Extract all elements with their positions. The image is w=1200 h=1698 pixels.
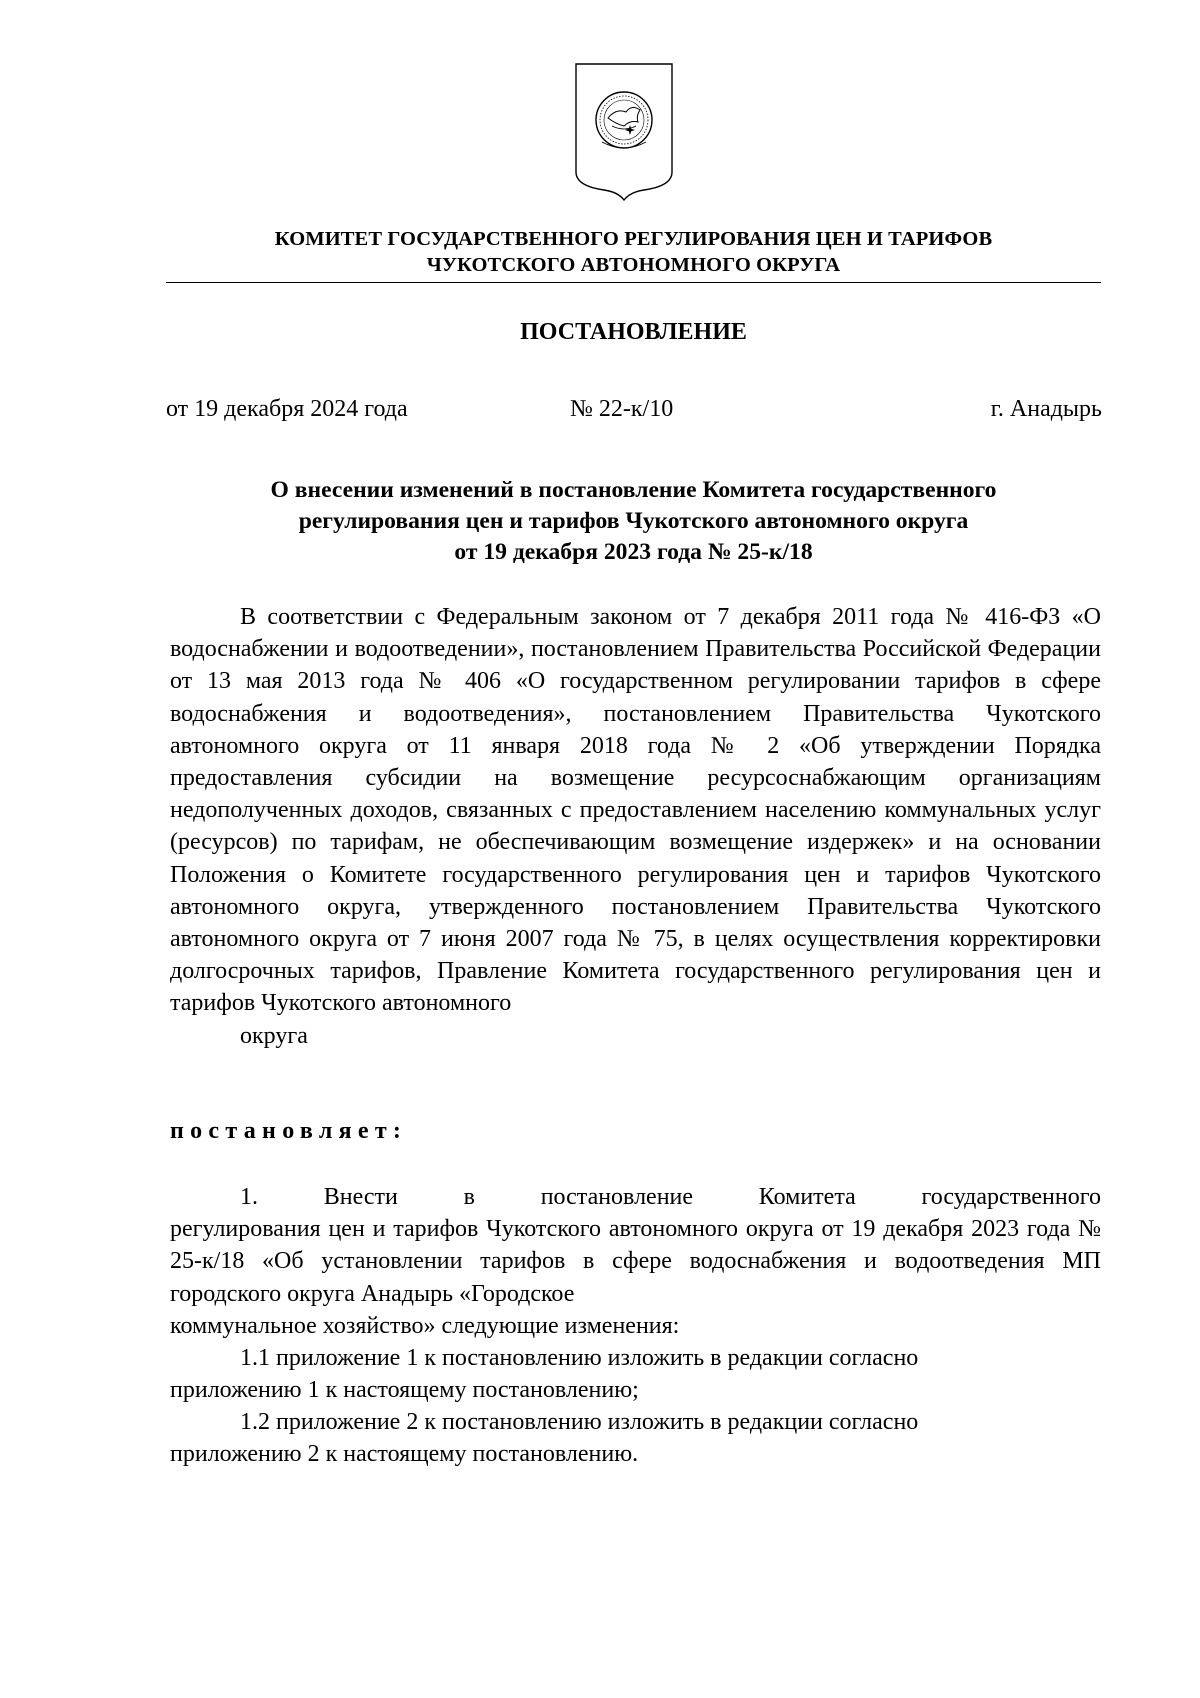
subject-line3: от 19 декабря 2023 года № 25-к/18 (454, 539, 813, 565)
document-type-title: ПОСТАНОВЛЕНИЕ (520, 319, 747, 345)
organization-name-line2: ЧУКОТСКОГО АВТОНОМНОГО ОКРУГА (426, 254, 841, 276)
item-1-word: постановление (540, 1184, 694, 1210)
item-1-paragraph (170, 1181, 1101, 1342)
item-1-2-text: 1.2 приложение 2 к постановлению изложить в редакции согласно (240, 1409, 919, 1435)
subject-line2: регулирования цен и тарифов Чукотского автономного округа (298, 508, 969, 534)
item-1-2-paragraph (170, 1406, 1101, 1470)
preamble-paragraph (170, 601, 1101, 1052)
document-date: от 19 декабря 2024 года (166, 396, 408, 422)
header-divider (166, 282, 1101, 283)
item-1-word: 1. (240, 1184, 258, 1210)
document-number: № 22-к/10 (570, 396, 674, 422)
item-1-last-line: коммунальное хозяйство» следующие изменения: (170, 1312, 680, 1339)
item-1-1-text: 1.1 приложение 1 к постановлению изложить в редакции согласно (240, 1345, 919, 1371)
resolve-word: постановляет: (170, 1118, 408, 1144)
preamble-text: В соответствии с Федеральным законом от 7 декабря 2011 года № 416-ФЗ «О водоснабжении и водоотведении», постановлением Правительства Российской Федерации от 13 мая 2013 года № 406 «О государственном регулировании тарифов в сфере водоснабжения и водоотведения», постановлением Правительства Чукотского автономного округа от 11 января 2018 года № 2 «Об утверждении Порядка предоставления субсидии на возмещение ресурсоснабжающим организациям недополученных доходов, связанных с предоставлением населению коммунальных услуг (ресурсов) по тарифам, не обеспечивающим возмещение издержек» и на основании Положения о Комитете государственного регулирования цен и тарифов Чукотского автономного округа, утвержденного постановлением Правительства Чукотского автономного округа от 7 июня 2007 года № 75, в целях осуществления корректировки долгосрочных тарифов, Правление Комитета государственного регулирования цен и тарифов Чукотского автономного (170, 604, 1101, 1017)
item-1-word: Внести (323, 1184, 398, 1210)
item-1-word: Комитета (758, 1184, 856, 1210)
item-1-word: в (463, 1184, 475, 1210)
preamble-last-line: округа (240, 1022, 308, 1049)
coat-of-arms-emblem (572, 60, 676, 204)
item-1-1-last-line: приложению 1 к настоящему постановлению; (170, 1377, 639, 1404)
document-city: г. Анадырь (990, 396, 1102, 422)
subject-line1: О внесении изменений в постановление Комитета государственного (270, 477, 997, 503)
item-1-first-line (170, 1181, 1101, 1213)
organization-name-line1: КОМИТЕТ ГОСУДАРСТВЕННОГО РЕГУЛИРОВАНИЯ ЦЕН И ТАРИФОВ (274, 228, 993, 250)
item-1-1-paragraph (170, 1342, 1101, 1406)
item-1-rest: регулирования цен и тарифов Чукотского автономного округа от 19 декабря 2023 года № 25-к/18 «Об установлении тарифов в сфере водоснабжения и водоотведения МП городского округа Анадырь «Городское (170, 1216, 1101, 1307)
item-1-word: государственного (921, 1184, 1101, 1210)
item-1-2-last-line: приложению 2 к настоящему постановлению. (170, 1441, 639, 1468)
